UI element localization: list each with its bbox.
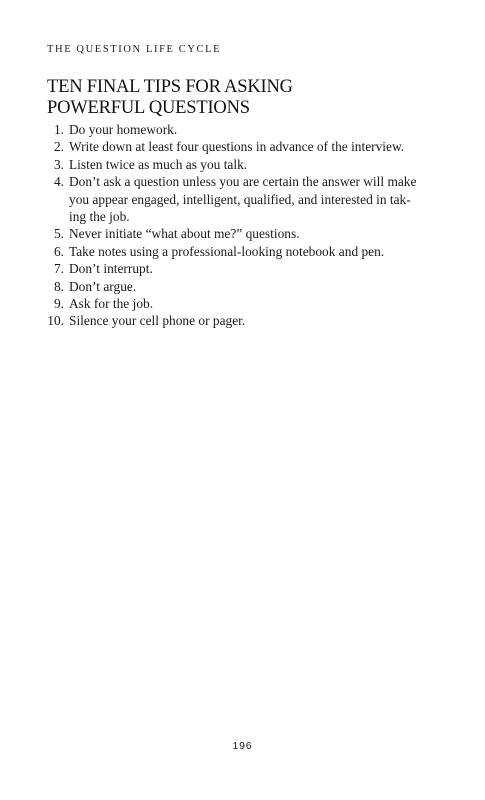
- tips-list: [47, 121, 442, 330]
- page-number: 196: [232, 740, 253, 752]
- tip-item: [47, 260, 442, 277]
- tip-item: [47, 173, 442, 225]
- tip-text-line: Silence your cell phone or pager.: [69, 313, 246, 329]
- tip-text-line: Take notes using a professional-looking notebook and pen.: [69, 243, 385, 259]
- tip-text-line: Don’t interrupt.: [69, 261, 153, 277]
- tip-item: [47, 295, 442, 312]
- tip-number: 4.: [53, 174, 64, 190]
- tip-text-line: Ask for the job.: [69, 296, 154, 312]
- tip-number: 1.: [53, 122, 64, 137]
- tip-item: [47, 278, 442, 295]
- tip-text-line: Do your homework.: [69, 122, 178, 137]
- tip-item: [47, 138, 442, 155]
- tip-text-line: Listen twice as much as you talk.: [69, 156, 248, 172]
- section-title-line-2: POWERFUL QUESTIONS: [47, 98, 250, 118]
- tip-item: [47, 121, 442, 138]
- tip-item: [47, 243, 442, 260]
- tip-text-line: Write down at least four questions in advance of the interview.: [69, 139, 405, 155]
- tip-item: [47, 156, 442, 173]
- tip-number: 7.: [53, 261, 64, 277]
- tip-number: 6.: [53, 243, 64, 259]
- tip-item: [47, 225, 442, 242]
- tip-text-line: Never initiate “what about me?” questions.: [69, 226, 300, 242]
- tip-number: 10.: [47, 313, 64, 329]
- tip-number: 8.: [53, 278, 64, 294]
- tip-number: 9.: [53, 296, 64, 312]
- tip-text-line: ing the job.: [69, 209, 130, 225]
- section-title: [47, 77, 293, 119]
- section-title-line-1: TEN FINAL TIPS FOR ASKING: [47, 77, 293, 97]
- tip-number: 5.: [53, 226, 64, 242]
- tip-number: 2.: [53, 139, 64, 155]
- tip-text-line: Don’t argue.: [69, 278, 137, 294]
- tip-item: [47, 312, 442, 329]
- running-head: THE QUESTION LIFE CYCLE: [47, 44, 222, 55]
- tip-text-line: you appear engaged, intelligent, qualified, and interested in tak-: [69, 191, 411, 207]
- tip-text-line: Don’t ask a question unless you are certain the answer will make: [69, 174, 417, 190]
- tip-number: 3.: [53, 156, 64, 172]
